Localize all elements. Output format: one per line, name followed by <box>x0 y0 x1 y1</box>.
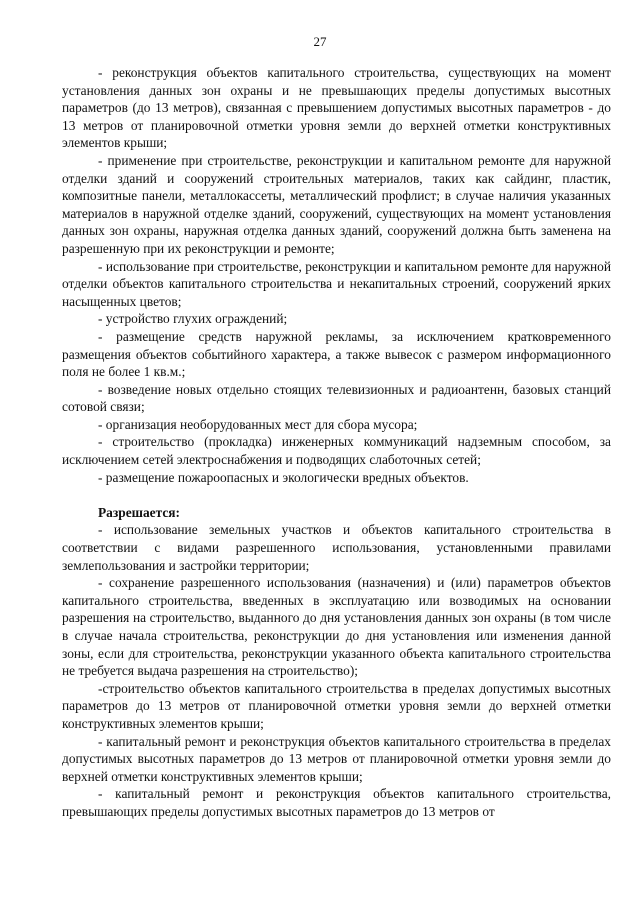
paragraph: - возведение новых отдельно стоящих телевизионных и радиоантенн, базовых станций сотовой связи; <box>62 381 611 415</box>
paragraph: - сохранение разрешенного использования (назначения) и (или) параметров объектов капитального строительства, введенных в эксплуатацию или возводимых на основании разрешения на строительство, выданного до дня установления данных зон охраны (в том числе в случае начала строительства, реконструкции до дня установления или изменения данной зоны, если для строительства, реконструкции указанного объекта капитального строительства не требуется выдача разрешения на строительство); <box>62 575 611 679</box>
paragraph: - капитальный ремонт и реконструкция объектов капитального строительства в пределах допустимых высотных параметров до 13 метров от планировочной отметки уровня земли до верхней отметки конструктивных элементов крыши; <box>62 733 611 784</box>
paragraph: - строительство (прокладка) инженерных коммуникаций надземным способом, за исключением сетей электроснабжения и подводящих слаботочных сетей; <box>62 434 611 468</box>
paragraph: - реконструкция объектов капитального строительства, существующих на момент установления данных зон охраны и не превышающих пределы допустимых высотных параметров (до 13 метров), связанная с превышением допустимых высотных параметров - до 13 метров от планировочной отметки уровня земли до верхней отметки конструктивных элементов крыши; <box>62 65 611 151</box>
page-number: 27 <box>313 34 327 49</box>
paragraph: -строительство объектов капитального строительства в пределах допустимых высотных параметров до 13 метров от планировочной отметки уровня земли до верхней отметки конструктивных элементов крыши; <box>62 680 611 731</box>
section-heading: Разрешается: <box>98 504 180 520</box>
paragraph: - применение при строительстве, реконструкции и капитальном ремонте для наружной отделки зданий и сооружений строительных материалов, таких как сайдинг, пластик, композитные панели, металлокассеты, металлический профлист; в случае наличия указанных материалов в наружной отделке зданий, сооружений, существующих на момент установления данных зон охраны, наружная отделка данных зданий, сооружений должна быть заменена на разрешенную при их реконструкции и ремонте; <box>62 152 611 256</box>
paragraph: - использование земельных участков и объектов капитального строительства в соответствии с видами разрешенного использования, установленными правилами землепользования и застройки территории; <box>62 522 611 573</box>
paragraph: - устройство глухих ограждений; <box>98 311 288 327</box>
paragraph: - размещение пожароопасных и экологически вредных объектов. <box>98 469 469 485</box>
paragraph: - размещение средств наружной рекламы, за исключением кратковременного размещения объектов событийного характера, а также вывесок с размером информационного поля не более 1 кв.м.; <box>62 328 611 380</box>
paragraph: - капитальный ремонт и реконструкция объектов капитального строительства, превышающих пределы допустимых высотных параметров до 13 метров от <box>62 786 611 819</box>
paragraph: - использование при строительстве, реконструкции и капитальном ремонте для наружной отделки объектов капитального строительства и некапитальных строений, сооружений ярких насыщенных цветов; <box>62 258 611 309</box>
document-body <box>62 64 611 821</box>
paragraph: - организация необорудованных мест для сбора мусора; <box>98 416 418 432</box>
